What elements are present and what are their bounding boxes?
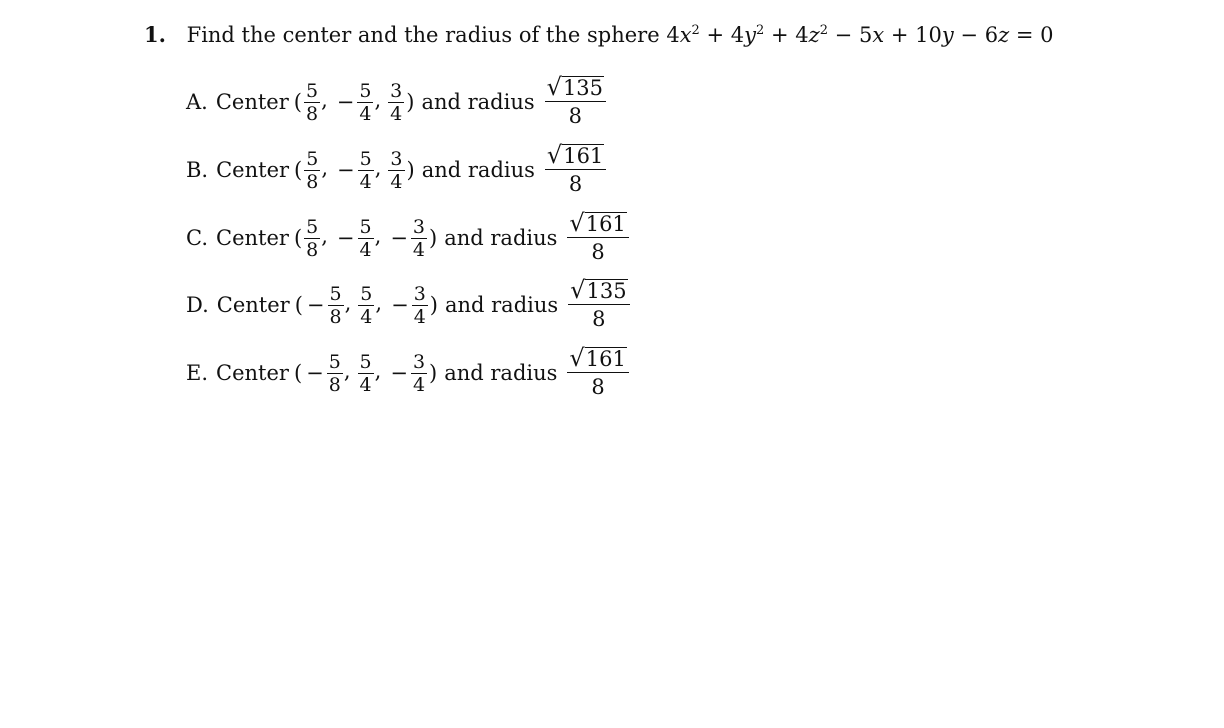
sqrt-icon: √ bbox=[569, 208, 585, 237]
fraction-numerator: 3 bbox=[390, 147, 403, 170]
fraction-denominator: 4 bbox=[390, 102, 403, 125]
fraction-denominator: 8 bbox=[329, 305, 342, 328]
center-coordinate-fraction bbox=[328, 283, 344, 328]
comma: , bbox=[375, 291, 383, 315]
comma: , bbox=[321, 156, 329, 180]
and-radius-label: and radius bbox=[444, 293, 559, 317]
answer-option-b[interactable] bbox=[186, 138, 606, 202]
option-letter: E. bbox=[186, 361, 209, 385]
center-coordinate-fraction bbox=[304, 216, 320, 261]
eq-var-3: z bbox=[808, 23, 820, 47]
and-radius-label: and radius bbox=[444, 361, 558, 385]
fraction-denominator: 8 bbox=[328, 373, 341, 396]
option-letter: A. bbox=[186, 90, 208, 114]
radicand: 161 bbox=[585, 211, 626, 236]
radius-fraction bbox=[568, 275, 629, 333]
eq-equals-zero: = 0 bbox=[1009, 23, 1054, 47]
fraction-numerator: 3 bbox=[390, 79, 403, 102]
eq-var-2: y bbox=[744, 23, 757, 47]
fraction-numerator: 5 bbox=[329, 282, 342, 305]
radicand: 135 bbox=[586, 278, 627, 303]
eq-pow-3: 2 bbox=[819, 23, 828, 38]
fraction-denominator: 4 bbox=[360, 305, 373, 328]
close-paren: ) bbox=[429, 361, 438, 385]
fraction-numerator: 5 bbox=[360, 282, 373, 305]
option-letter: D. bbox=[186, 293, 209, 317]
eq-coef-3: 4 bbox=[795, 23, 809, 47]
eq-coef-1: 4 bbox=[666, 23, 680, 47]
minus-sign: − bbox=[390, 226, 408, 250]
fraction-denominator: 8 bbox=[306, 170, 319, 193]
fraction-numerator: 5 bbox=[306, 147, 319, 170]
radius-numerator bbox=[567, 208, 628, 238]
radius-fraction bbox=[567, 208, 628, 266]
answer-option-e[interactable] bbox=[186, 341, 629, 405]
center-coordinate-fraction bbox=[327, 351, 343, 396]
answer-option-a[interactable] bbox=[186, 70, 606, 134]
radius-numerator bbox=[545, 72, 606, 102]
minus-sign: − bbox=[336, 226, 355, 250]
fraction-denominator: 4 bbox=[412, 373, 426, 396]
center-coordinate-fraction bbox=[412, 283, 428, 328]
center-coordinate-fraction bbox=[358, 148, 374, 193]
fraction-denominator: 4 bbox=[359, 238, 372, 261]
fraction-numerator: 3 bbox=[412, 215, 426, 238]
close-paren: ) bbox=[406, 90, 415, 114]
fraction-numerator: 5 bbox=[306, 215, 319, 238]
fraction-denominator: 4 bbox=[359, 102, 372, 125]
radius-numerator bbox=[568, 275, 629, 305]
center-coordinate-fraction bbox=[388, 80, 404, 125]
eq-pow-2: 2 bbox=[756, 23, 765, 38]
center-coordinate-fraction bbox=[411, 216, 427, 261]
fraction-denominator: 4 bbox=[359, 170, 372, 193]
open-paren: ( bbox=[294, 158, 303, 182]
center-coordinate-fraction bbox=[358, 216, 374, 261]
eq-var-4: x bbox=[872, 23, 885, 47]
fraction-numerator: 5 bbox=[359, 79, 372, 102]
answer-option-c[interactable] bbox=[186, 206, 629, 270]
comma: , bbox=[374, 224, 382, 248]
radicand: 135 bbox=[562, 75, 604, 100]
option-letter: B. bbox=[186, 158, 209, 182]
question-line bbox=[144, 19, 1053, 51]
minus-sign: − bbox=[306, 293, 325, 317]
eq-var-5: y bbox=[941, 23, 954, 47]
radius-denominator: 8 bbox=[592, 306, 606, 331]
question-number: 1. bbox=[144, 22, 166, 47]
minus-sign: − bbox=[337, 158, 355, 182]
fraction-numerator: 5 bbox=[359, 147, 372, 170]
answer-option-d[interactable] bbox=[186, 273, 630, 337]
eq-coef-4: 5 bbox=[858, 23, 873, 47]
eq-op-1: + bbox=[699, 23, 731, 47]
question-text: Find the center and the radius of the sphere bbox=[186, 23, 660, 47]
center-coordinate-fraction bbox=[388, 148, 404, 193]
close-paren: ) bbox=[429, 293, 438, 317]
comma: , bbox=[374, 156, 382, 180]
center-coordinate-fraction bbox=[358, 351, 374, 396]
eq-coef-6: 6 bbox=[984, 23, 999, 47]
eq-op-4: + bbox=[884, 23, 916, 47]
minus-sign: − bbox=[390, 361, 408, 385]
minus-sign: − bbox=[306, 361, 324, 385]
radius-fraction bbox=[545, 72, 606, 130]
fraction-numerator: 5 bbox=[305, 79, 319, 102]
radius-numerator bbox=[567, 343, 628, 373]
comma: , bbox=[374, 359, 382, 383]
comma: , bbox=[344, 291, 352, 315]
radius-denominator: 8 bbox=[591, 374, 605, 399]
center-coordinate-fraction bbox=[358, 283, 374, 328]
fraction-numerator: 5 bbox=[359, 350, 372, 373]
center-label: Center bbox=[216, 293, 290, 317]
fraction-numerator: 3 bbox=[412, 350, 426, 373]
fraction-numerator: 5 bbox=[328, 350, 341, 373]
and-radius-label: and radius bbox=[444, 226, 558, 250]
comma: , bbox=[343, 359, 351, 383]
center-label: Center bbox=[216, 158, 290, 182]
eq-coef-2: 4 bbox=[730, 23, 745, 47]
eq-op-3: − bbox=[828, 23, 859, 47]
open-paren: ( bbox=[294, 293, 303, 317]
sqrt-icon: √ bbox=[569, 343, 585, 372]
fraction-denominator: 8 bbox=[306, 238, 319, 261]
radicand: 161 bbox=[563, 143, 604, 168]
option-letter: C. bbox=[186, 226, 208, 250]
sqrt-icon: √ bbox=[546, 72, 562, 101]
eq-var-1: x bbox=[679, 23, 692, 47]
radius-denominator: 8 bbox=[568, 171, 583, 196]
center-coordinate-fraction bbox=[411, 351, 427, 396]
open-paren: ( bbox=[293, 226, 303, 250]
open-paren: ( bbox=[293, 361, 303, 385]
eq-op-5: − bbox=[953, 23, 985, 47]
center-label: Center bbox=[216, 226, 289, 250]
comma: , bbox=[321, 88, 328, 112]
radius-numerator bbox=[545, 140, 606, 170]
and-radius-label: and radius bbox=[421, 158, 535, 182]
close-paren: ) bbox=[429, 226, 438, 250]
center-coordinate-fraction bbox=[357, 80, 373, 125]
eq-pow-1: 2 bbox=[691, 23, 700, 38]
center-label: Center bbox=[215, 90, 289, 114]
sqrt-icon: √ bbox=[570, 275, 586, 304]
fraction-numerator: 5 bbox=[359, 215, 372, 238]
center-coordinate-fraction bbox=[304, 80, 320, 125]
radius-denominator: 8 bbox=[591, 239, 605, 264]
and-radius-label: and radius bbox=[421, 90, 535, 114]
minus-sign: − bbox=[336, 90, 355, 114]
center-coordinate-fraction bbox=[304, 148, 320, 193]
comma: , bbox=[374, 88, 382, 112]
minus-sign: − bbox=[391, 293, 409, 317]
eq-var-6: z bbox=[998, 23, 1010, 47]
sqrt-icon: √ bbox=[546, 140, 563, 169]
close-paren: ) bbox=[406, 158, 415, 182]
comma: , bbox=[321, 224, 328, 248]
eq-coef-5: 10 bbox=[915, 23, 942, 47]
fraction-denominator: 8 bbox=[305, 102, 319, 125]
fraction-denominator: 4 bbox=[359, 373, 372, 396]
sphere-equation bbox=[666, 23, 1053, 47]
fraction-denominator: 4 bbox=[413, 305, 426, 328]
eq-op-2: + bbox=[764, 23, 796, 47]
center-label: Center bbox=[216, 361, 289, 385]
fraction-denominator: 4 bbox=[390, 170, 403, 193]
radicand: 161 bbox=[585, 346, 626, 371]
open-paren: ( bbox=[293, 90, 302, 114]
radius-fraction bbox=[567, 343, 628, 401]
radius-fraction bbox=[545, 140, 606, 198]
fraction-denominator: 4 bbox=[412, 238, 426, 261]
radius-denominator: 8 bbox=[568, 103, 583, 128]
fraction-numerator: 3 bbox=[413, 282, 426, 305]
